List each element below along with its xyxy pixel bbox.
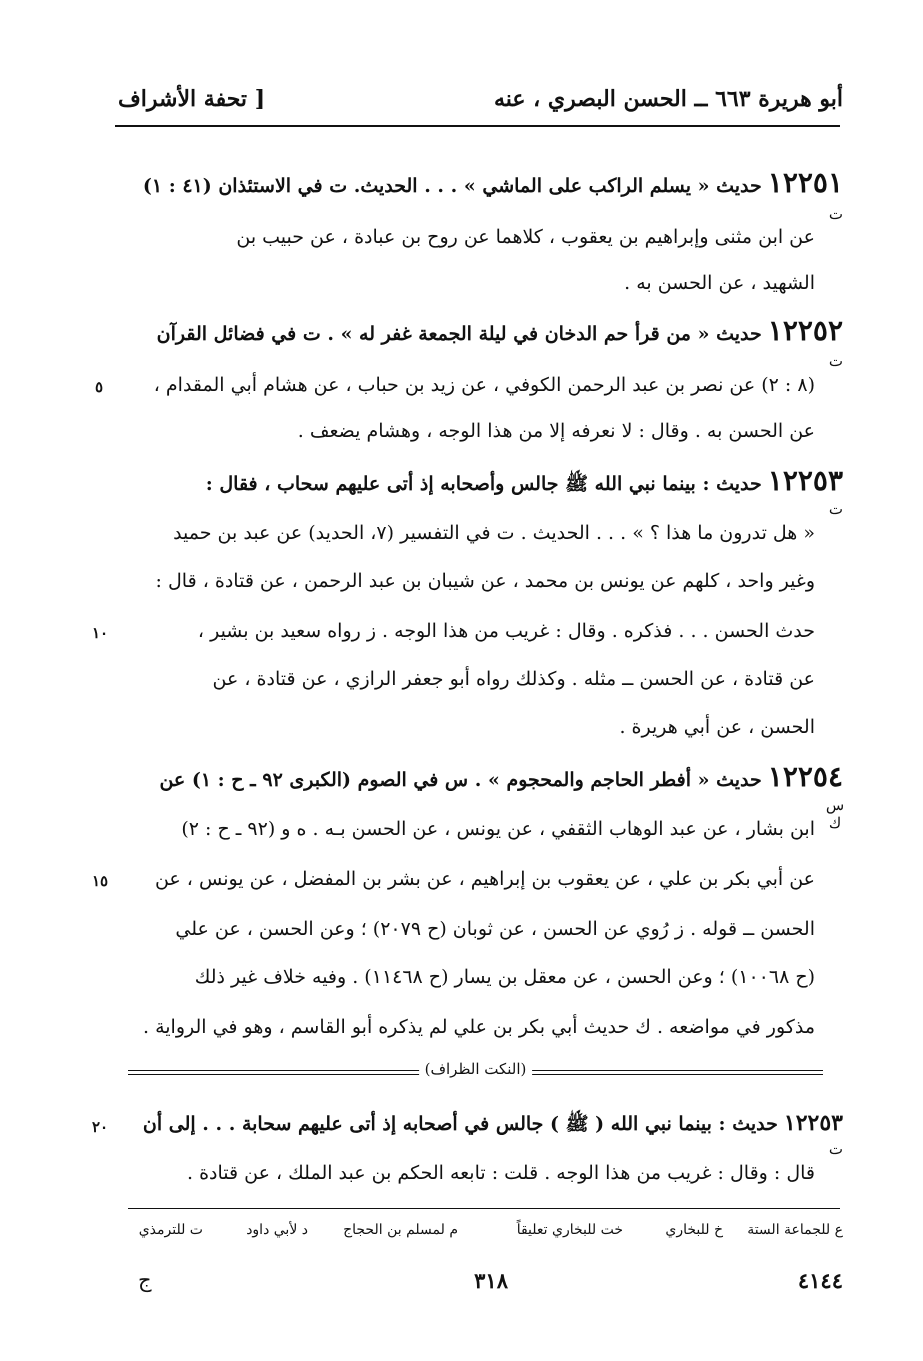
line-number-margin: ١٠ [92, 624, 109, 642]
hadith-entry-12253-line-1 [205, 464, 843, 497]
header-rule [115, 125, 840, 127]
hadith-entry-12251-line-2: عن ابن مثنى وإبراهيم بن يعقوب ، كلاهما عن روح بن عبادة ، عن حبيب بن [236, 226, 815, 248]
hadith-text: حديث « أفطر الحاجم والمحجوم » . س في الصوم (الكبرى ٩٢ ـ ح : ١) عن [159, 769, 762, 791]
hadith-entry-12252-line-2: (٨ : ٢) عن نصر بن عبد الرحمن الكوفي ، عن زيد بن حباب ، عن هشام أبي المقدام ، [153, 374, 815, 396]
sigla: ت [828, 1140, 843, 1158]
running-header-left: [ تحفة الأشراف [118, 86, 266, 112]
signature-letter: ج [138, 1268, 152, 1292]
nukat-entry-line-2: قال : وقال : غريب من هذا الوجه . قلت : تابعه الحكم بن عبد الملك ، عن قتادة . [187, 1162, 815, 1184]
hadith-entry-12252-line-1 [156, 314, 843, 347]
sigla: س ك [825, 796, 845, 832]
hadith-number: ١٢٢٥١ [767, 166, 843, 199]
hadith-text: حديث : بينما نبي الله ﷺ جالس وأصحابه إذ أتى عليهم سحاب ، فقال : [205, 473, 762, 495]
hadith-number: ١٢٢٥٢ [767, 314, 843, 347]
hadith-number: ١٢٢٥٤ [767, 760, 843, 793]
volume-page-number: ٤١٤٤ [797, 1268, 843, 1293]
hadith-entry-12254-line-5: (ح ١٠٠٦٨) ؛ وعن الحسن ، عن معقل بن يسار (ح ١١٤٦٨) . وفيه خلاف غير ذلك [194, 966, 815, 988]
hadith-entry-12254-line-4: الحسن ــ قوله . ز رُوي عن الحسن ، عن ثوبان (ح ٢٠٧٩) ؛ وعن الحسن ، عن علي [175, 918, 815, 940]
line-number-margin: ٢٠ [92, 1118, 109, 1136]
hadith-entry-12253-line-6: الحسن ، عن أبي هريرة . [619, 716, 815, 738]
sigla: ت [828, 205, 843, 223]
sigla-legend-1: ع للجماعة الستة [747, 1222, 843, 1238]
hadith-entry-12254-line-1 [159, 760, 843, 793]
sigla: ت [828, 500, 843, 518]
hadith-entry-12254-line-3: عن أبي بكر بن علي ، عن يعقوب بن إبراهيم ، عن بشر بن المفضل ، عن يونس ، عن [154, 868, 815, 890]
hadith-number: ١٢٢٥٣ [783, 1110, 843, 1136]
hadith-entry-12252-line-3: عن الحسن به . وقال : لا نعرفه إلا من هذا الوجه ، وهشام يضعف . [297, 420, 815, 442]
hadith-entry-12251-line-1 [142, 166, 843, 199]
hadith-number: ١٢٢٥٣ [767, 464, 843, 497]
sigla-legend-4: م لمسلم بن الحجاج [343, 1222, 458, 1238]
hadith-entry-12254-line-2: ابن بشار ، عن عبد الوهاب الثقفي ، عن يونس ، عن الحسن بـه . ه و (٩٢ ـ ح : ٢) [181, 818, 815, 840]
sigla-legend-2: خ للبخاري [665, 1222, 723, 1238]
line-number-margin: ٥ [95, 378, 104, 396]
running-header-right: أبو هريرة ٦٦٣ ــ الحسن البصري ، عنه [493, 86, 843, 112]
footer-rule [128, 1208, 840, 1209]
hadith-entry-12251-line-3: الشهيد ، عن الحسن به . [624, 272, 815, 294]
sigla-legend-3: خت للبخاري تعليقاً [516, 1222, 623, 1238]
line-number-margin: ١٥ [92, 872, 109, 890]
hadith-entry-12253-line-5: عن قتادة ، عن الحسن ــ مثله . وكذلك رواه أبو جعفر الرازي ، عن قتادة ، عن [212, 668, 815, 690]
nukat-text: حديث : بينما نبي الله ( ﷺ ) جالس في أصحابه إذ أتى عليهم سحابة . . . إلى أن [142, 1113, 778, 1135]
nukat-entry-line-1 [143, 1110, 843, 1137]
sigla: ت [828, 352, 843, 370]
nukat-title: (النكت الظراف) [419, 1060, 533, 1078]
hadith-entry-12253-line-3: وغير واحد ، كلهم عن يونس بن محمد ، عن شيبان بن عبد الرحمن ، عن قتادة ، قال : [155, 570, 815, 592]
hadith-text: حديث « من قرأ حم الدخان في ليلة الجمعة غفر له » . ت في فضائل القرآن [156, 323, 762, 345]
sigla-legend-6: ت للترمذي [138, 1222, 203, 1238]
page-number: ٣١٨ [474, 1268, 508, 1293]
hadith-entry-12253-line-2: « هل تدرون ما هذا ؟ » . . . الحديث . ت في التفسير (٧، الحديد) عن عبد بن حميد [173, 522, 815, 544]
nukat-separator [128, 1060, 823, 1082]
hadith-text: حديث « يسلم الراكب على الماشي » . . . الحديث. ت في الاستئذان (٤١ : ١) [142, 175, 762, 197]
sigla-legend-5: د لأبي داود [246, 1222, 308, 1238]
hadith-entry-12254-line-6: مذكور في مواضعه . ك حديث أبي بكر بن علي لم يذكره أبو القاسم ، وهو في الرواية . [143, 1016, 815, 1038]
hadith-entry-12253-line-4: حدث الحسن . . . فذكره . وقال : غريب من هذا الوجه . ز رواه سعيد بن بشير ، [197, 620, 815, 642]
